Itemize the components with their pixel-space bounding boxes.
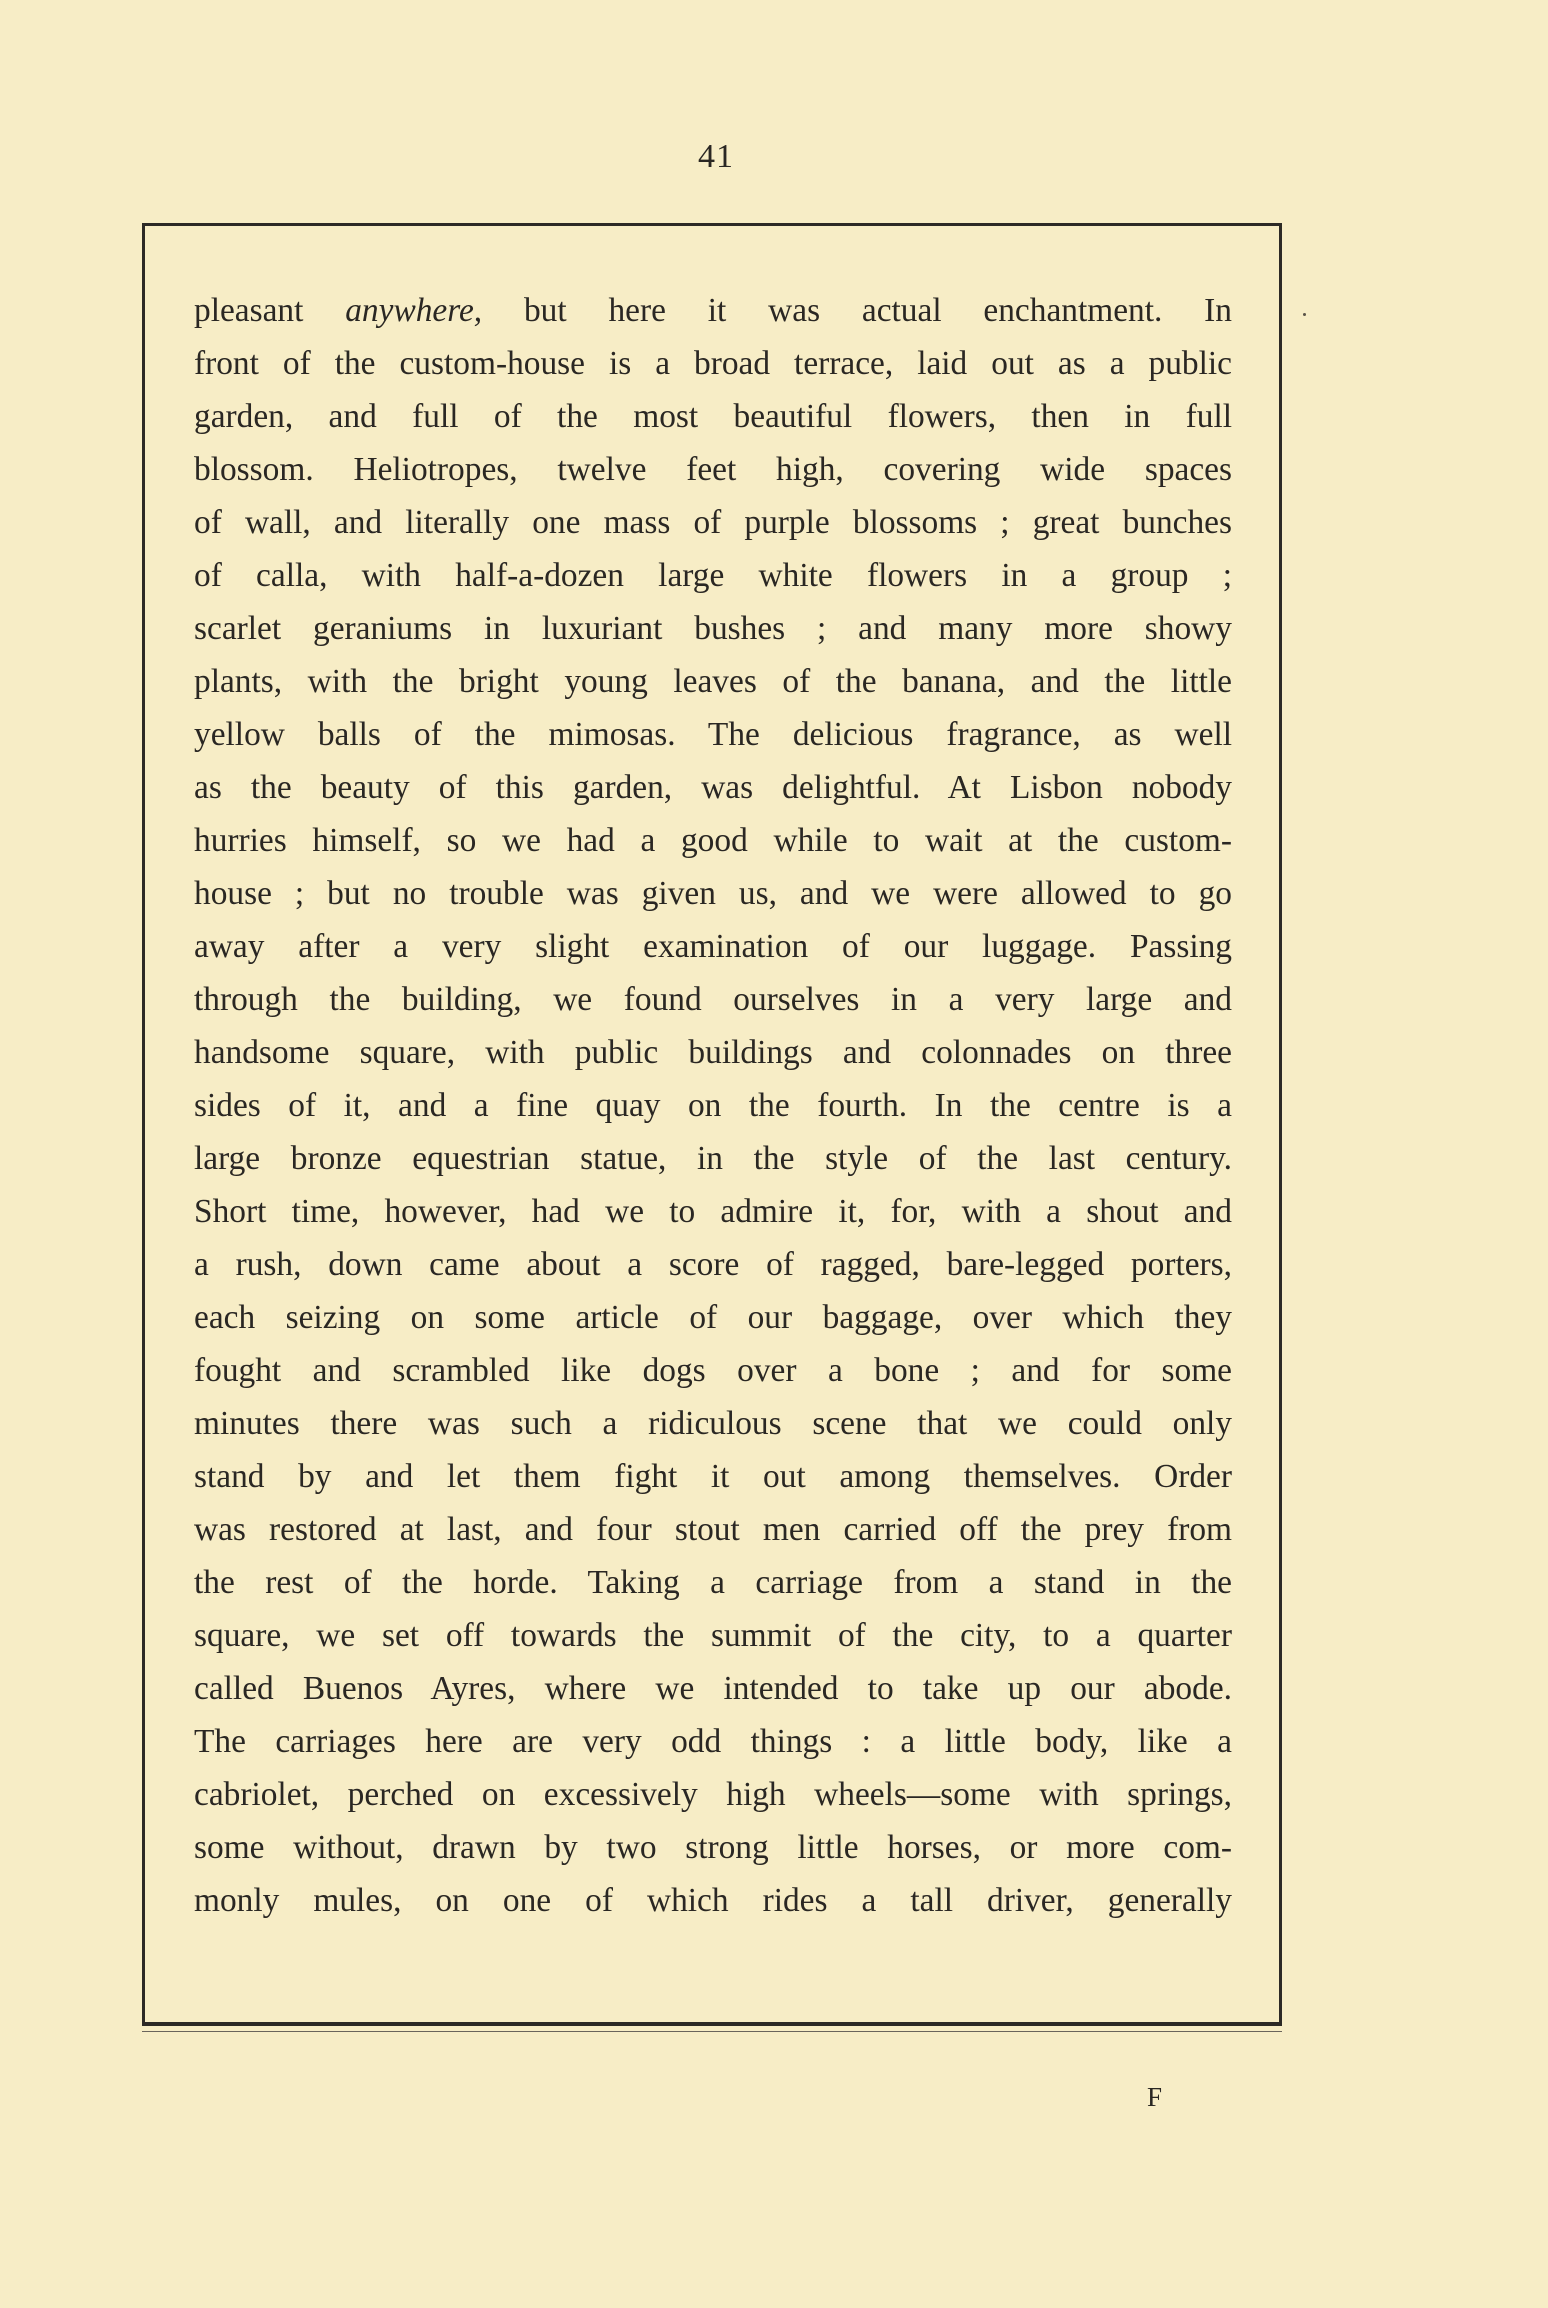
text-line: hurries himself, so we had a good while to wait at the custom- bbox=[194, 822, 1232, 859]
text-line-first bbox=[194, 284, 1232, 337]
margin-speck bbox=[1303, 313, 1306, 316]
text-line: fought and scrambled like dogs over a bone ; and for some bbox=[194, 1352, 1232, 1389]
text-line: each seizing on some article of our baggage, over which they bbox=[194, 1299, 1232, 1336]
text-line: the rest of the horde. Taking a carriage from a stand in the bbox=[194, 1564, 1232, 1601]
text-line: of calla, with half-a-dozen large white flowers in a group ; bbox=[194, 557, 1232, 594]
page-number: 41 bbox=[698, 138, 734, 175]
frame-shadow-rule bbox=[142, 2031, 1282, 2032]
text-line: of wall, and literally one mass of purple blossoms ; great bunches bbox=[194, 504, 1232, 541]
text-line: handsome square, with public buildings and colonnades on three bbox=[194, 1034, 1232, 1071]
text-line: square, we set off towards the summit of the city, to a quarter bbox=[194, 1617, 1232, 1654]
text-run: pleasant bbox=[194, 292, 346, 329]
text-line: some without, drawn by two strong little horses, or more com- bbox=[194, 1829, 1232, 1866]
text-line: plants, with the bright young leaves of the banana, and the little bbox=[194, 663, 1232, 700]
signature-mark: F bbox=[1147, 2082, 1163, 2112]
text-line: cabriolet, perched on excessively high wheels—some with springs, bbox=[194, 1776, 1232, 1813]
text-line: scarlet geraniums in luxuriant bushes ; and many more showy bbox=[194, 610, 1232, 647]
emphasized-word: anywhere, bbox=[345, 292, 483, 329]
text-line: Short time, however, had we to admire it, for, with a shout and bbox=[194, 1193, 1232, 1230]
text-line: front of the custom-house is a broad terrace, laid out as a public bbox=[194, 345, 1232, 382]
text-line: as the beauty of this garden, was delightful. At Lisbon nobody bbox=[194, 769, 1232, 806]
text-line: large bronze equestrian statue, in the style of the last century. bbox=[194, 1140, 1232, 1177]
body-text bbox=[194, 284, 1232, 1927]
text-line: sides of it, and a fine quay on the fourth. In the centre is a bbox=[194, 1087, 1232, 1124]
text-line: was restored at last, and four stout men carried off the prey from bbox=[194, 1511, 1232, 1548]
text-line: called Buenos Ayres, where we intended to take up our abode. bbox=[194, 1670, 1232, 1707]
text-line: yellow balls of the mimosas. The delicious fragrance, as well bbox=[194, 716, 1232, 753]
text-line: minutes there was such a ridiculous scene that we could only bbox=[194, 1405, 1232, 1442]
text-line: through the building, we found ourselves in a very large and bbox=[194, 981, 1232, 1018]
text-line: away after a very slight examination of our luggage. Passing bbox=[194, 928, 1232, 965]
text-line: The carriages here are very odd things : a little body, like a bbox=[194, 1723, 1232, 1760]
text-run: but here it was actual enchantment. In bbox=[482, 292, 1232, 329]
text-line: blossom. Heliotropes, twelve feet high, covering wide spaces bbox=[194, 451, 1232, 488]
text-line: house ; but no trouble was given us, and we were allowed to go bbox=[194, 875, 1232, 912]
text-line: stand by and let them fight it out among themselves. Order bbox=[194, 1458, 1232, 1495]
text-line: a rush, down came about a score of ragged, bare-legged porters, bbox=[194, 1246, 1232, 1283]
text-line: garden, and full of the most beautiful flowers, then in full bbox=[194, 398, 1232, 435]
text-line: monly mules, on one of which rides a tall driver, generally bbox=[194, 1882, 1232, 1919]
